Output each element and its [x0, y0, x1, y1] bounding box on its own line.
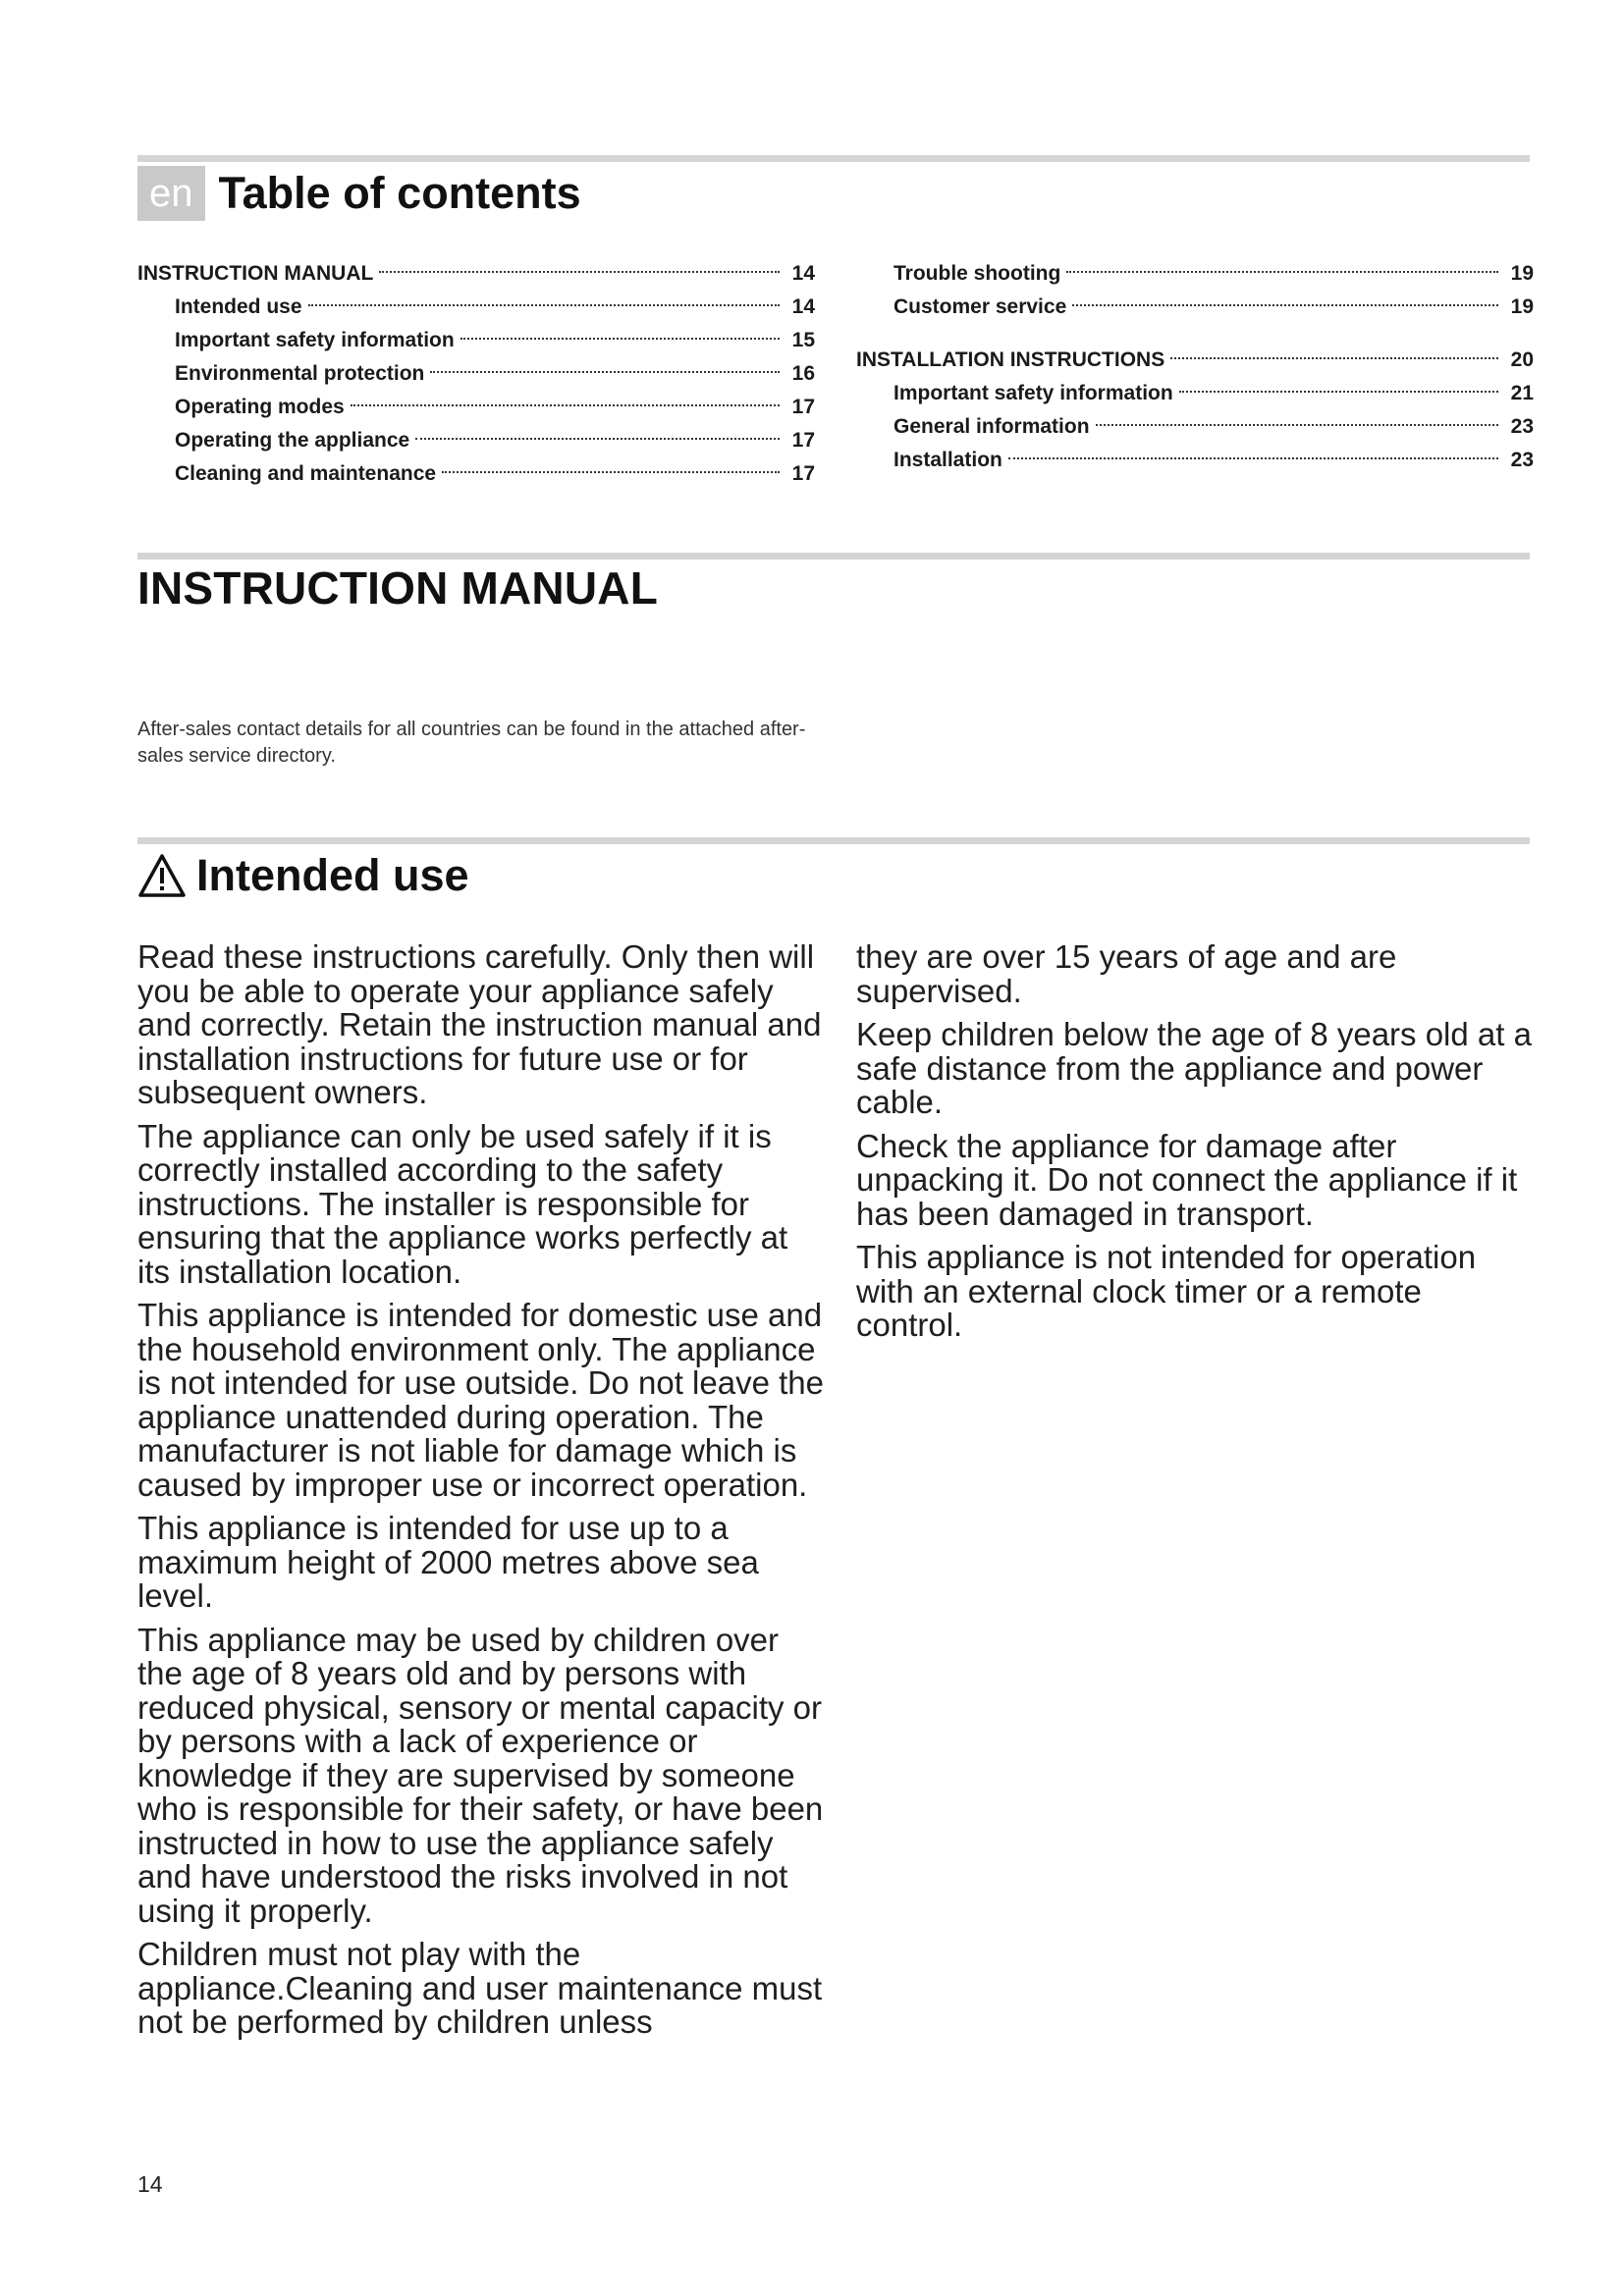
toc-leader-dots — [1072, 304, 1498, 306]
toc-entry-page: 14 — [791, 262, 815, 285]
toc-entry[interactable] — [856, 344, 1534, 377]
toc-entry[interactable] — [856, 257, 1534, 291]
intended-use-title: Intended use — [196, 850, 469, 900]
toc-entry-page: 19 — [1510, 262, 1534, 285]
intended-use-left-column — [137, 940, 825, 2050]
toc-entry[interactable] — [856, 291, 1534, 324]
intended-use-heading — [137, 846, 469, 905]
toc-entry[interactable] — [856, 444, 1534, 477]
body-paragraph: The appliance can only be used safely if it is correctly installed according to the safety instructions. The installer is responsible for ensuring that the appliance works perfectly at its installation location. — [137, 1117, 788, 1290]
toc-leader-dots — [460, 338, 780, 340]
toc-entry-page: 15 — [791, 329, 815, 351]
toc-entry-page: 21 — [1510, 382, 1534, 404]
toc-entry-label: Environmental protection — [175, 362, 425, 385]
toc-leader-dots — [308, 304, 780, 306]
toc-leader-dots — [430, 371, 780, 373]
toc-entry[interactable] — [137, 291, 815, 324]
body-paragraph: This appliance may be used by children over the age of 8 years old and by persons with reduced physical, sensory or mental capacity or by persons with a lack of experience or knowledge if they are supervised by someone who is responsible for their safety, or have been instructed in how to use the appliance safely and have understood the risks involved in not using it properly. — [137, 1621, 824, 1929]
warning-triangle-icon — [137, 853, 187, 898]
toc-entry-label: INSTRUCTION MANUAL — [137, 262, 374, 285]
toc-entry[interactable] — [856, 377, 1534, 410]
manual-title: INSTRUCTION MANUAL — [137, 562, 658, 614]
toc-entry-label: General information — [893, 415, 1090, 438]
body-paragraph: This appliance is intended for use up to a maximum height of 2000 metres above sea level. — [137, 1510, 759, 1614]
body-paragraph: Children must not play with the appliance.Cleaning and user maintenance must not be performed by children unless — [137, 1936, 823, 2040]
language-badge: en — [137, 166, 205, 221]
toc-entry-page: 17 — [791, 462, 815, 485]
intended-use-top-rule — [137, 837, 1530, 844]
body-paragraph: Check the appliance for damage after unpacking it. Do not connect the appliance if it has been damaged in transport. — [856, 1127, 1518, 1232]
toc-leader-dots — [1066, 271, 1498, 273]
toc-spacer — [856, 324, 1534, 344]
toc-entry-page: 17 — [791, 396, 815, 418]
toc-entry-page: 14 — [791, 295, 815, 318]
body-paragraph: This appliance is intended for domestic use and the household environment only. The appliance is not intended for use outside. Do not leave the appliance unattended during operation. The manufacturer is not liable for damage which is caused by improper use or incorrect operation. — [137, 1297, 824, 1503]
toc-entry[interactable] — [137, 357, 815, 391]
toc-entry-label: Cleaning and maintenance — [175, 462, 437, 485]
toc-entry-page: 16 — [791, 362, 815, 385]
toc-leader-dots — [1008, 457, 1498, 459]
toc-entry[interactable] — [137, 391, 815, 424]
toc-leader-dots — [1179, 391, 1498, 393]
toc-entry-label: Important safety information — [893, 382, 1173, 404]
toc-entry-label: INSTALLATION INSTRUCTIONS — [856, 348, 1165, 371]
body-paragraph: Read these instructions carefully. Only then will you be able to operate your appliance safely and correctly. Retain the instruction manual and installation instructions for future use or for subsequent owners. — [137, 938, 822, 1110]
aftersales-note: After-sales contact details for all countries can be found in the attached after-sales service directory. — [137, 719, 806, 767]
toc-leader-dots — [379, 271, 780, 273]
toc-entry-page: 23 — [1510, 449, 1534, 471]
toc-leader-dots — [415, 438, 780, 440]
toc-entry-label: Operating the appliance — [175, 429, 410, 452]
body-paragraph: Keep children below the age of 8 years old at a safe distance from the appliance and power cable. — [856, 1016, 1532, 1120]
toc-entry[interactable] — [137, 257, 815, 291]
toc-entry-page: 20 — [1510, 348, 1534, 371]
intended-use-right-column — [856, 940, 1534, 1353]
body-paragraph: they are over 15 years of age and are supervised. — [856, 938, 1397, 1009]
toc-entry[interactable] — [137, 324, 815, 357]
toc-entry[interactable] — [856, 410, 1534, 444]
toc-entry-label: Customer service — [893, 295, 1067, 318]
toc-entry-label: Important safety information — [175, 329, 455, 351]
toc-entry-page: 19 — [1510, 295, 1534, 318]
toc-entry-page: 23 — [1510, 415, 1534, 438]
toc-entry[interactable] — [137, 424, 815, 457]
toc-leader-dots — [351, 404, 780, 406]
toc-leader-dots — [1170, 357, 1498, 359]
toc-left-column — [137, 257, 815, 491]
manual-top-rule — [137, 553, 1530, 560]
toc-top-rule — [137, 155, 1530, 162]
body-paragraph: This appliance is not intended for operation with an external clock timer or a remote control. — [856, 1239, 1477, 1343]
toc-leader-dots — [442, 471, 780, 473]
page-number: 14 — [137, 2171, 163, 2197]
toc-entry-page: 17 — [791, 429, 815, 452]
toc-entry-label: Installation — [893, 449, 1002, 471]
toc-entry-label: Operating modes — [175, 396, 345, 418]
toc-heading — [137, 165, 581, 222]
toc-leader-dots — [1096, 424, 1498, 426]
toc-entry-label: Trouble shooting — [893, 262, 1061, 285]
toc-title: Table of contents — [218, 168, 581, 218]
toc-right-column — [856, 257, 1534, 477]
toc-entry[interactable] — [137, 457, 815, 491]
toc-entry-label: Intended use — [175, 295, 302, 318]
